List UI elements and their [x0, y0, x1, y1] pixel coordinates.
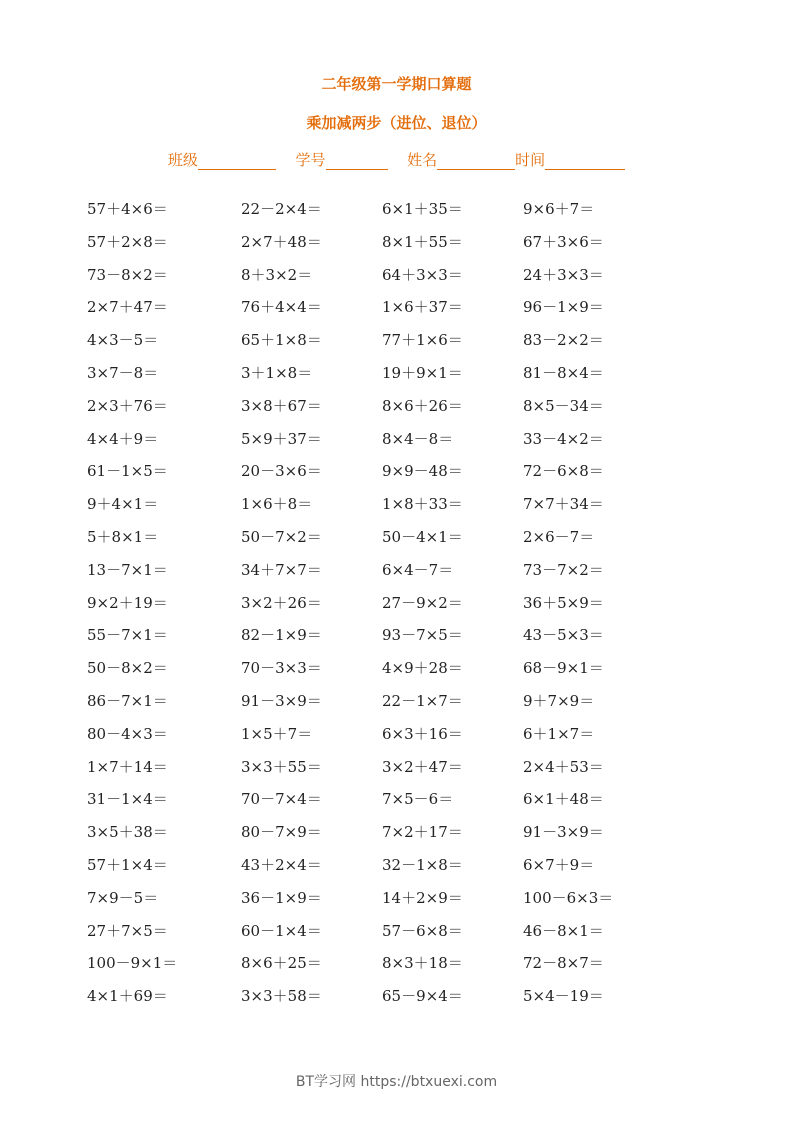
- problem-item: 4×4＋9＝: [87, 429, 159, 448]
- problem-item: 9×9－48＝: [382, 462, 463, 481]
- problem-item: 9×6＋7＝: [523, 200, 595, 218]
- problem-item: 8×4－8＝: [382, 429, 454, 448]
- problem-item: 65－9×4＝: [382, 987, 463, 1006]
- problem-item: 57－6×8＝: [382, 921, 463, 940]
- problem-item: 81－8×4＝: [523, 363, 604, 382]
- problem-item: 27－9×2＝: [382, 593, 463, 612]
- problem-item: 8×3＋18＝: [382, 954, 463, 973]
- problem-item: 5×4－19＝: [523, 987, 604, 1006]
- problem-item: 2×3＋76＝: [87, 396, 168, 415]
- problem-item: 8×5－34＝: [523, 396, 604, 415]
- problem-item: 8×6＋25＝: [241, 954, 322, 973]
- problem-item: 4×3－5＝: [87, 331, 159, 350]
- problem-item: 9＋7×9＝: [523, 691, 595, 710]
- problem-item: 24＋3×3＝: [523, 265, 604, 284]
- student-info-line: [0, 149, 793, 170]
- problem-item: 22－1×7＝: [382, 691, 463, 710]
- problem-item: 3×2＋26＝: [241, 593, 322, 612]
- problem-item: 7×2＋17＝: [382, 823, 463, 842]
- problem-item: 76＋4×4＝: [241, 298, 322, 317]
- problem-item: 1×7＋14＝: [87, 757, 168, 776]
- problem-item: 57＋2×8＝: [87, 232, 168, 251]
- problem-item: 9＋4×1＝: [87, 495, 159, 514]
- problem-item: 91－3×9＝: [241, 691, 322, 710]
- name-label: 姓名: [407, 151, 438, 169]
- problem-item: 6×4－7＝: [382, 560, 454, 579]
- student-number-label: 学号: [295, 151, 326, 169]
- problem-item: 83－2×2＝: [523, 331, 604, 350]
- problem-item: 14＋2×9＝: [382, 888, 463, 907]
- problem-item: 8×6＋26＝: [382, 396, 463, 415]
- problem-item: 57＋4×6＝: [87, 200, 168, 218]
- problem-item: 2×4＋53＝: [523, 757, 604, 776]
- problem-item: 70－7×4＝: [241, 790, 322, 809]
- problem-item: 6×1＋35＝: [382, 200, 463, 218]
- problem-item: 100－9×1＝: [87, 954, 178, 973]
- problem-item: 46－8×1＝: [523, 921, 604, 940]
- problem-item: 9×2＋19＝: [87, 593, 168, 612]
- problem-item: 100－6×3＝: [523, 888, 614, 907]
- problem-item: 50－4×1＝: [382, 527, 463, 546]
- problem-item: 6×1＋48＝: [523, 790, 604, 809]
- problem-item: 1×8＋33＝: [382, 495, 463, 514]
- problem-item: 8×1＋55＝: [382, 232, 463, 251]
- problem-item: 55－7×1＝: [87, 626, 168, 645]
- problem-item: 8＋3×2＝: [241, 265, 313, 284]
- problem-item: 3×5＋38＝: [87, 823, 168, 842]
- problem-item: 3×7－8＝: [87, 363, 159, 382]
- problem-item: 22－2×4＝: [241, 200, 322, 218]
- problem-item: 68－9×1＝: [523, 659, 604, 678]
- problem-item: 60－1×4＝: [241, 921, 322, 940]
- problem-item: 4×9＋28＝: [382, 659, 463, 678]
- problem-item: 72－6×8＝: [523, 462, 604, 481]
- problem-item: 70－3×3＝: [241, 659, 322, 678]
- problem-item: 34＋7×7＝: [241, 560, 322, 579]
- problem-item: 57＋1×4＝: [87, 855, 168, 874]
- problem-item: 5×9＋37＝: [241, 429, 322, 448]
- problem-item: 2×6－7＝: [523, 527, 595, 546]
- problem-item: 31－1×4＝: [87, 790, 168, 809]
- problem-item: 32－1×8＝: [382, 855, 463, 874]
- problem-item: 6×3＋16＝: [382, 724, 463, 743]
- problem-item: 80－4×3＝: [87, 724, 168, 743]
- student-number-blank[interactable]: [326, 153, 388, 170]
- problem-item: 96－1×9＝: [523, 298, 604, 317]
- problem-item: 43＋2×4＝: [241, 855, 322, 874]
- problem-item: 36－1×9＝: [241, 888, 322, 907]
- problem-item: 61－1×5＝: [87, 462, 168, 481]
- problem-item: 2×7＋47＝: [87, 298, 168, 317]
- problem-item: 5＋8×1＝: [87, 527, 159, 546]
- problem-item: 93－7×5＝: [382, 626, 463, 645]
- problem-item: 73－8×2＝: [87, 265, 168, 284]
- problem-item: 2×7＋48＝: [241, 232, 322, 251]
- problem-item: 86－7×1＝: [87, 691, 168, 710]
- problem-item: 13－7×1＝: [87, 560, 168, 579]
- problem-item: 7×7＋34＝: [523, 495, 604, 514]
- problem-item: 73－7×2＝: [523, 560, 604, 579]
- problem-item: 3×3＋55＝: [241, 757, 322, 776]
- problem-item: 1×6＋8＝: [241, 495, 313, 514]
- problem-item: 1×5＋7＝: [241, 724, 313, 743]
- problem-item: 67＋3×6＝: [523, 232, 604, 251]
- problem-item: 19＋9×1＝: [382, 363, 463, 382]
- time-blank[interactable]: [545, 153, 625, 170]
- problem-item: 64＋3×3＝: [382, 265, 463, 284]
- problem-item: 33－4×2＝: [523, 429, 604, 448]
- problem-item: 50－7×2＝: [241, 527, 322, 546]
- problem-item: 3×8＋67＝: [241, 396, 322, 415]
- problem-item: 3＋1×8＝: [241, 363, 313, 382]
- page-title: 二年级第一学期口算题: [321, 75, 472, 93]
- footer-watermark: BT学习网 https://btxuexi.com: [295, 1074, 498, 1090]
- problem-item: 82－1×9＝: [241, 626, 322, 645]
- problem-item: 6＋1×7＝: [523, 724, 595, 743]
- problem-item: 65＋1×8＝: [241, 331, 322, 350]
- time-label: 时间: [515, 151, 546, 169]
- page-subtitle: 乘加减两步（进位、退位）: [306, 114, 487, 132]
- problem-item: 80－7×9＝: [241, 823, 322, 842]
- problem-item: 7×5－6＝: [382, 790, 454, 809]
- problem-item: 36＋5×9＝: [523, 593, 604, 612]
- problem-item: 50－8×2＝: [87, 659, 168, 678]
- name-blank[interactable]: [437, 153, 515, 170]
- problem-item: 72－8×7＝: [523, 954, 604, 973]
- problem-item: 6×7＋9＝: [523, 855, 595, 874]
- problem-item: 91－3×9＝: [523, 823, 604, 842]
- problem-item: 3×2＋47＝: [382, 757, 463, 776]
- class-blank[interactable]: [198, 153, 276, 170]
- problem-item: 77＋1×6＝: [382, 331, 463, 350]
- problem-item: 27＋7×5＝: [87, 921, 168, 940]
- class-label: 班级: [167, 151, 198, 169]
- problem-item: 3×3＋58＝: [241, 987, 322, 1006]
- problem-item: 20－3×6＝: [241, 462, 322, 481]
- problem-item: 1×6＋37＝: [382, 298, 463, 317]
- problem-item: 43－5×3＝: [523, 626, 604, 645]
- problem-item: 4×1＋69＝: [87, 987, 168, 1006]
- problem-item: 7×9－5＝: [87, 888, 159, 907]
